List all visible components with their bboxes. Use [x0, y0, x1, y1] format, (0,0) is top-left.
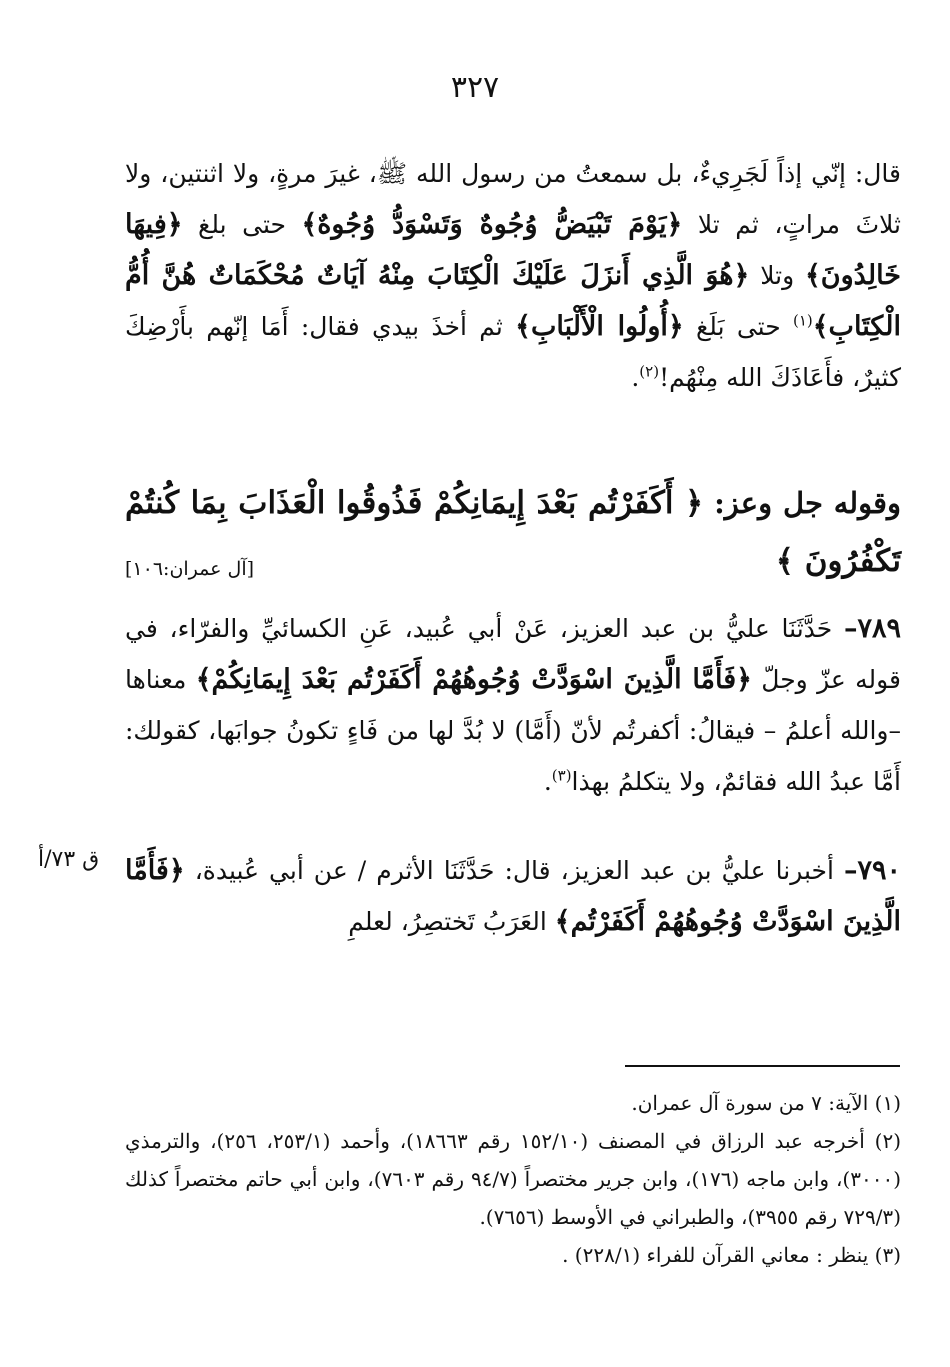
section-heading — [125, 474, 901, 598]
quran-verse: ﴿هُوَ الَّذِي أَنزَلَ عَلَيْكَ الْكِتَابَ مِنْهُ آيَاتٌ مُحْكَمَاتٌ هُنَّ أُمُّ الْكِتَابِ﴾ — [125, 260, 901, 342]
paragraph-text: قال: إنّي إذاً لَجَرِيءٌ، بل سمعتُ من رسول الله ﷺ، غيرَ مرةٍ، ولا اثنتين، ولا ثلاثَ مراتٍ، ثم تلا ﴿يَوْمَ تَبْيَضُّ وُجُوهٌ وَتَسْوَدُّ وُجُوهٌ﴾ حتى بلغ ﴿فِيهَا خَالِدُونَ﴾ وتلا ﴿هُوَ الَّذِي أَنزَلَ عَلَيْكَ الْكِتَابَ مِنْهُ آيَاتٌ مُحْكَمَاتٌ هُنَّ أُمُّ الْكِتَابِ﴾$^{(١)}$ حتى بَلَغ ﴿أُولُوا الْأَلْبَابِ﴾ ثم أخذَ بيدي فقال: أَمَا إنّهم بأَرْضِكَ كثيرٌ، فأَعَاذَكَ الله مِنْهُم!$^{(٢)}$. — [125, 159, 901, 392]
footnote-2: (٢) أخرجه عبد الرزاق في المصنف (١٥٢/١٠ رقم ١٨٦٦٣)، وأحمد (٢٥٣/١، ٢٥٦)، والترمذي (٣٠٠٠)، وابن ماجه (١٧٦)، وابن جرير مختصراً (٩٤/٧ رقم ٧٦٠٣)، وابن أبي حاتم مختصراً كذلك (٧٢٩/٣ رقم ٣٩٥٥)، والطبراني في الأوسط (٧٦٥٦). — [125, 1129, 902, 1229]
quran-verse: ﴿فَأَمَّا الَّذِينَ اسْوَدَّتْ وُجُوهُهُمْ أَكَفَرْتُم بَعْدَ إِيمَانِكُمْ﴾ — [195, 664, 752, 695]
text-run: قال: إنّي إذاً لَجَرِيءٌ، بل سمعتُ من رسول الله ﷺ، غيرَ مرةٍ، ولا اثنتين، ولا ثلاثَ مراتٍ، ثم تلا — [125, 159, 901, 239]
footnote-1: (١) الآية: ٧ من سورة آل عمران. — [631, 1091, 901, 1115]
text-run: ثم أخذَ بيدي فقال: أَمَا إنّهم بأَرْضِكَ كثيرٌ، فأَعَاذَكَ الله مِنْهُم! — [125, 312, 901, 392]
text-run: وتلا — [749, 261, 805, 290]
page-number: ٣٢٧ — [450, 70, 500, 105]
footnote-ref: (٢) — [639, 362, 660, 381]
footnote-3: (٣) ينظر : معاني القرآن للفراء (٢٢٨/١) . — [562, 1243, 901, 1267]
text-run: العَرَبُ تَختصِرُ، لعلمِ — [348, 907, 555, 936]
footnote-divider — [625, 1065, 900, 1067]
verse-citation: [آل عمران:١٠٦] — [125, 558, 255, 580]
quran-verse: ﴿يَوْمَ تَبْيَضُّ وُجُوهٌ وَتَسْوَدُّ وُجُوهٌ﴾ — [301, 209, 683, 240]
hadith-789: ٧٨٩– حَدَّثَنَا عليُّ بن عبد العزيز، عَنْ أبي عُبيد، عَنِ الكسائيِّ والفرّاء، في قوله عزّ وجلّ ﴿فَأَمَّا الَّذِينَ اسْوَدَّتْ وُجُوهُهُمْ أَكَفَرْتُم بَعْدَ إِيمَانِكُمْ﴾ معناها –والله أعلمُ – فيقالُ: أكفرتُم لأنّ (أَمَّا) لا بُدَّ لها من فَاءٍ تكونُ جوابَها، كقولك: أَمَّا عبدُ الله فقائمٌ، ولا يتكلمُ بهذا$^{(٣)}$. — [125, 613, 901, 796]
quran-verse: ﴿أُولُوا الْأَلْبَابِ﴾ — [515, 311, 684, 342]
text-run: معناها –والله أعلمُ – فيقالُ: أكفرتُم لأنّ (أَمَّا) لا بُدَّ لها من فَاءٍ تكونُ جوابَها، كقولك: أَمَّا عبدُ الله فقائمٌ، ولا يتكلمُ بهذا — [125, 665, 901, 796]
text-run: حتى بَلَغ — [683, 312, 793, 341]
quran-verse: ﴿فِيهَا خَالِدُونَ﴾ — [125, 209, 901, 291]
text-run: حَدَّثَنَا عليُّ بن عبد العزيز، عَنْ أبي عُبيد، عَنِ الكسائيِّ والفرّاء، في قوله عزّ وجلّ — [125, 614, 901, 694]
heading-verse: ﴿ أَكَفَرْتُم بَعْدَ إِيمَانِكُمْ فَذُوقُوا الْعَذَابَ بِمَا كُنتُمْ تَكْفُرُونَ ﴾ — [125, 485, 901, 579]
footnote-ref: (٣) — [551, 766, 572, 785]
quran-verse: ﴿فَأَمَّا الَّذِينَ اسْوَدَّتْ وُجُوهُهُمْ أَكَفَرْتُم﴾ — [125, 855, 901, 937]
text-run: حتى بلغ — [182, 210, 302, 239]
hadith-number: ٧٩٠– — [843, 855, 901, 886]
heading-prefix: وقوله جل وعز: — [703, 486, 901, 520]
footnotes — [125, 1084, 901, 1274]
footnote-ref: (١) — [792, 311, 813, 330]
hadith-790 — [125, 845, 901, 947]
manuscript-margin-note: ق ٧٣/أ — [38, 847, 100, 872]
paragraph-hadith-continuation — [125, 148, 901, 403]
text-run: أخبرنا عليُّ بن عبد العزيز، قال: حَدَّثَنَا الأثرم / عن أبي عُبيدة، — [184, 856, 844, 885]
hadith-number: ٧٨٩– — [843, 613, 901, 644]
